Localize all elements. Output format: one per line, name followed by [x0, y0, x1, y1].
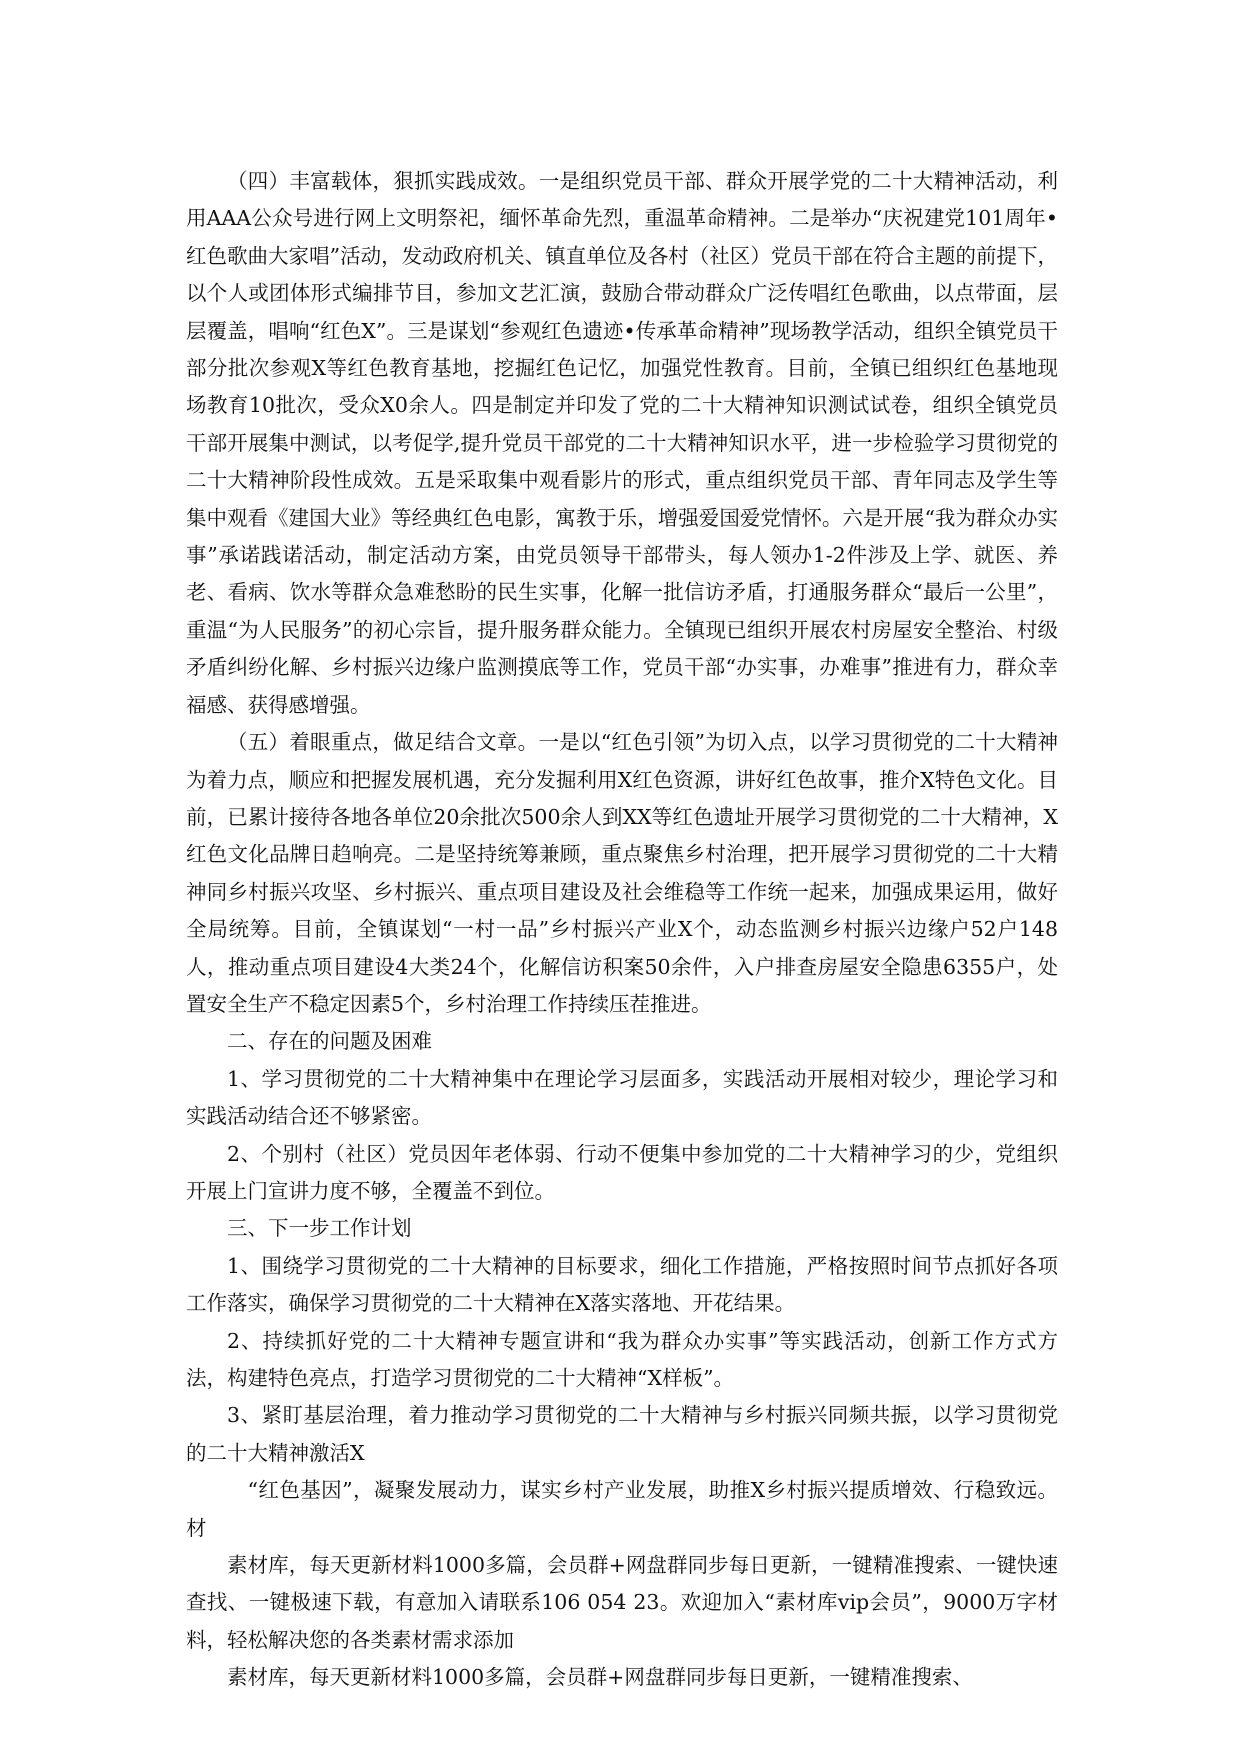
document-body	[186, 163, 1058, 1697]
paragraph-section-4: （四）丰富载体，狠抓实践成效。一是组织党员干部、群众开展学党的二十大精神活动，利用AAA公众号进行网上文明祭祀，缅怀革命先烈，重温革命精神。二是举办“庆祝建党101周年•红色歌曲大家唱”活动，发动政府机关、镇直单位及各村（社区）党员干部在符合主题的前提下，以个人或团体形式编排节目，参加文艺汇演，鼓励合带动群众广泛传唱红色歌曲，以点带面，层层覆盖，唱响“红色X”。三是谋划“参观红色遗迹•传承革命精神”现场教学活动，组织全镇党员干部分批次参观X等红色教育基地，挖掘红色记忆，加强党性教育。目前，全镇已组织红色基地现场教育10批次，受众X0余人。四是制定并印发了党的二十大精神知识测试试卷，组织全镇党员干部开展集中测试，以考促学,提升党员干部党的二十大精神知识水平，进一步检验学习贯彻党的二十大精神阶段性成效。五是采取集中观看影片的形式，重点组织党员干部、青年同志及学生等集中观看《建国大业》等经典红色电影，寓教于乐，增强爱国爱党情怀。六是开展“我为群众办实事”承诺践诺活动，制定活动方案，由党员领导干部带头，每人领办1-2件涉及上学、就医、养老、看病、饮水等群众急难愁盼的民生实事，化解一批信访矛盾，打通服务群众“最后一公里”，重温“为人民服务”的初心宗旨，提升服务群众能力。全镇现已组织开展农村房屋安全整治、村级矛盾纠纷化解、乡村振兴边缘户监测摸底等工作，党员干部“办实事，办难事”推进有力，群众幸福感、获得感增强。	[186, 169, 1058, 717]
paragraph-plan-3: 3、紧盯基层治理，着力推动学习贯彻党的二十大精神与乡村振兴同频共振，以学习贯彻党的二十大精神激活X	[186, 1403, 1058, 1465]
paragraph-material-ad-2: 素材库，每天更新材料1000多篇，会员群+网盘群同步每日更新，一键精准搜索、	[227, 1665, 973, 1690]
paragraph-material-ad-1: 素材库，每天更新材料1000多篇，会员群+网盘群同步每日更新，一键精准搜索、一键快速查找、一键极速下载，有意加入请联系106 054 23。欢迎加入“素材库vip会员”，9000万字材料，轻松解决您的各类素材需求添加	[186, 1553, 1058, 1652]
paragraph-problem-2: 2、个别村（社区）党员因年老体弱、行动不便集中参加党的二十大精神学习的少，党组织开展上门宣讲力度不够，全覆盖不到位。	[186, 1141, 1058, 1203]
paragraph-plan-3-continued: “红色基因”，凝聚发展动力，谋实乡村产业发展，助推X乡村振兴提质增效、行稳致远。材	[186, 1478, 1058, 1540]
heading-problems: 二、存在的问题及困难	[227, 1029, 432, 1054]
heading-next-steps: 三、下一步工作计划	[227, 1216, 412, 1241]
paragraph-plan-1: 1、围绕学习贯彻党的二十大精神的目标要求，细化工作措施，严格按照时间节点抓好各项工作落实，确保学习贯彻党的二十大精神在X落实落地、开花结果。	[186, 1253, 1058, 1316]
paragraph-section-5: （五）着眼重点，做足结合文章。一是以“红色引领”为切入点，以学习贯彻党的二十大精神为着力点，顺应和把握发展机遇，充分发掘利用X红色资源，讲好红色故事，推介X特色文化。目前，已累计接待各地各单位20余批次500余人到XX等红色遗址开展学习贯彻党的二十大精神，X红色文化品牌日趋响亮。二是坚持统筹兼顾，重点聚焦乡村治理，把开展学习贯彻党的二十大精神同乡村振兴攻坚、乡村振兴、重点项目建设及社会维稳等工作统一起来，加强成果运用，做好全局统筹。目前，全镇谋划“一村一品”乡村振兴产业X个，动态监测乡村振兴边缘户52户148人，推动重点项目建设4大类24个，化解信访积案50余件，入户排查房屋安全隐患6355户，处置安全生产不稳定因素5个，乡村治理工作持续压茬推进。	[186, 730, 1058, 1016]
paragraph-plan-2: 2、持续抓好党的二十大精神专题宣讲和“我为群众办实事”等实践活动，创新工作方式方法，构建特色亮点，打造学习贯彻党的二十大精神“X样板”。	[186, 1328, 1058, 1390]
paragraph-problem-1: 1、学习贯彻党的二十大精神集中在理论学习层面多，实践活动开展相对较少，理论学习和实践活动结合还不够紧密。	[186, 1066, 1058, 1129]
